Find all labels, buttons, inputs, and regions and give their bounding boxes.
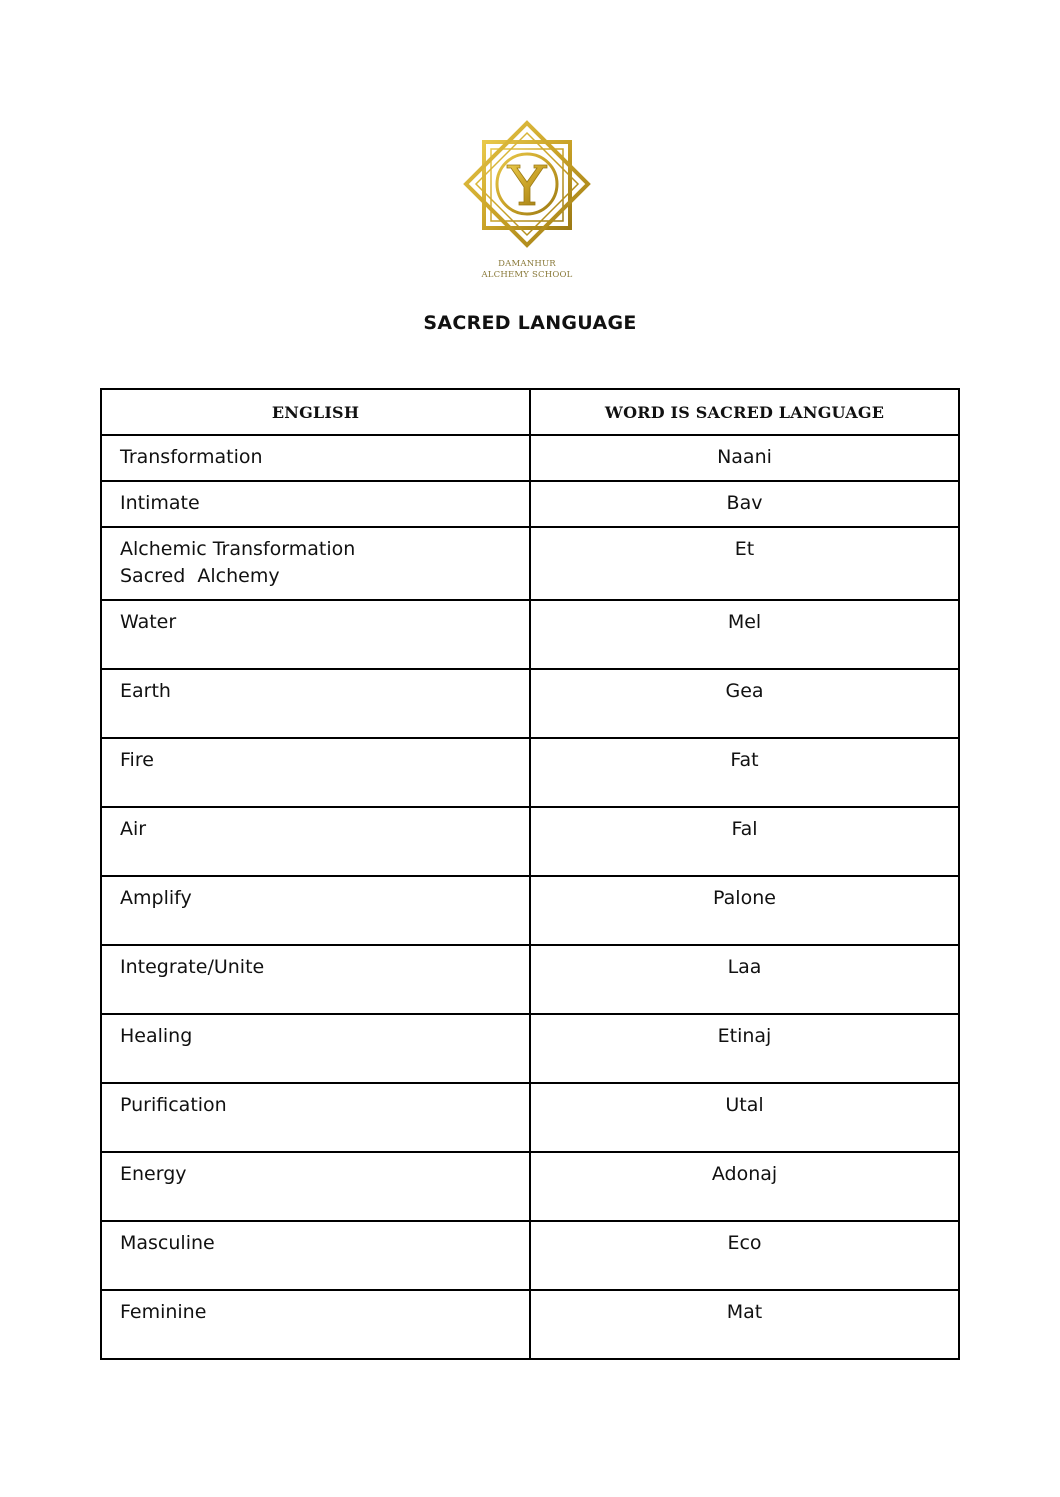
english-cell bbox=[101, 738, 530, 807]
english-cell bbox=[101, 669, 530, 738]
school-logo bbox=[460, 120, 594, 285]
english-word: Water bbox=[120, 611, 177, 633]
sacred-word: Palone bbox=[713, 887, 776, 909]
sacred-word: Mat bbox=[726, 1301, 763, 1323]
sacred-word: Utal bbox=[725, 1094, 764, 1116]
english-word: Fire bbox=[120, 749, 154, 771]
header-sacred: WORD IS SACRED LANGUAGE bbox=[530, 389, 959, 435]
sacred-word: Gea bbox=[725, 680, 764, 702]
table-row bbox=[101, 1083, 959, 1152]
sacred-cell bbox=[530, 1083, 959, 1152]
english-word: Energy bbox=[120, 1163, 187, 1185]
english-word: Healing bbox=[120, 1025, 193, 1047]
english-cell bbox=[101, 1014, 530, 1083]
english-cell bbox=[101, 1152, 530, 1221]
english-cell bbox=[101, 1221, 530, 1290]
sacred-cell bbox=[530, 1152, 959, 1221]
sacred-word: Fat bbox=[730, 749, 759, 771]
table-row bbox=[101, 1221, 959, 1290]
english-word: Air bbox=[120, 818, 147, 840]
sacred-cell bbox=[530, 481, 959, 527]
sacred-word: Etinaj bbox=[717, 1025, 772, 1047]
header-english: ENGLISH bbox=[101, 389, 530, 435]
table-row bbox=[101, 807, 959, 876]
english-word: Amplify bbox=[120, 887, 192, 909]
table-row bbox=[101, 1290, 959, 1359]
english-word: Purification bbox=[120, 1094, 227, 1116]
table-row bbox=[101, 481, 959, 527]
sacred-cell bbox=[530, 738, 959, 807]
sacred-word: Naani bbox=[717, 446, 772, 468]
sacred-word: Et bbox=[734, 538, 755, 560]
sacred-cell bbox=[530, 669, 959, 738]
sacred-cell bbox=[530, 876, 959, 945]
english-word: Intimate bbox=[120, 492, 200, 514]
sacred-word: Mel bbox=[727, 611, 762, 633]
sacred-cell bbox=[530, 1290, 959, 1359]
table-row bbox=[101, 669, 959, 738]
sacred-language-table bbox=[100, 388, 960, 1360]
english-word: Alchemic Transformation bbox=[120, 538, 356, 560]
sacred-word: Bav bbox=[726, 492, 763, 514]
sacred-cell bbox=[530, 600, 959, 669]
sacred-cell bbox=[530, 1014, 959, 1083]
table-row bbox=[101, 1014, 959, 1083]
english-word-secondary: Sacred Alchemy bbox=[120, 565, 280, 587]
table-row bbox=[101, 527, 959, 600]
table-row bbox=[101, 738, 959, 807]
english-cell bbox=[101, 481, 530, 527]
logo-emblem-icon bbox=[460, 120, 594, 250]
sacred-word: Laa bbox=[727, 956, 762, 978]
sacred-word: Eco bbox=[727, 1232, 762, 1254]
sacred-word: Adonaj bbox=[711, 1163, 778, 1185]
sacred-cell bbox=[530, 945, 959, 1014]
english-cell bbox=[101, 945, 530, 1014]
english-cell bbox=[101, 1290, 530, 1359]
table-row bbox=[101, 1152, 959, 1221]
table-row bbox=[101, 600, 959, 669]
table-header-row bbox=[101, 389, 959, 435]
logo-line1: DAMANHUR bbox=[498, 259, 556, 269]
english-cell bbox=[101, 876, 530, 945]
table-row bbox=[101, 945, 959, 1014]
sacred-cell bbox=[530, 435, 959, 481]
sacred-word: Fal bbox=[731, 818, 758, 840]
sacred-cell bbox=[530, 527, 959, 600]
english-word-multiline bbox=[102, 528, 529, 590]
english-word: Integrate/Unite bbox=[120, 956, 265, 978]
sacred-cell bbox=[530, 1221, 959, 1290]
english-word: Earth bbox=[120, 680, 171, 702]
english-cell bbox=[101, 600, 530, 669]
english-cell bbox=[101, 435, 530, 481]
table-row bbox=[101, 876, 959, 945]
table-row bbox=[101, 435, 959, 481]
english-word: Masculine bbox=[120, 1232, 215, 1254]
english-word: Feminine bbox=[120, 1301, 207, 1323]
english-word: Transformation bbox=[120, 446, 263, 468]
english-cell bbox=[101, 527, 530, 600]
english-cell bbox=[101, 807, 530, 876]
english-cell bbox=[101, 1083, 530, 1152]
page-title: SACRED LANGUAGE bbox=[423, 312, 637, 334]
sacred-cell bbox=[530, 807, 959, 876]
logo-line2: ALCHEMY SCHOOL bbox=[481, 270, 573, 280]
